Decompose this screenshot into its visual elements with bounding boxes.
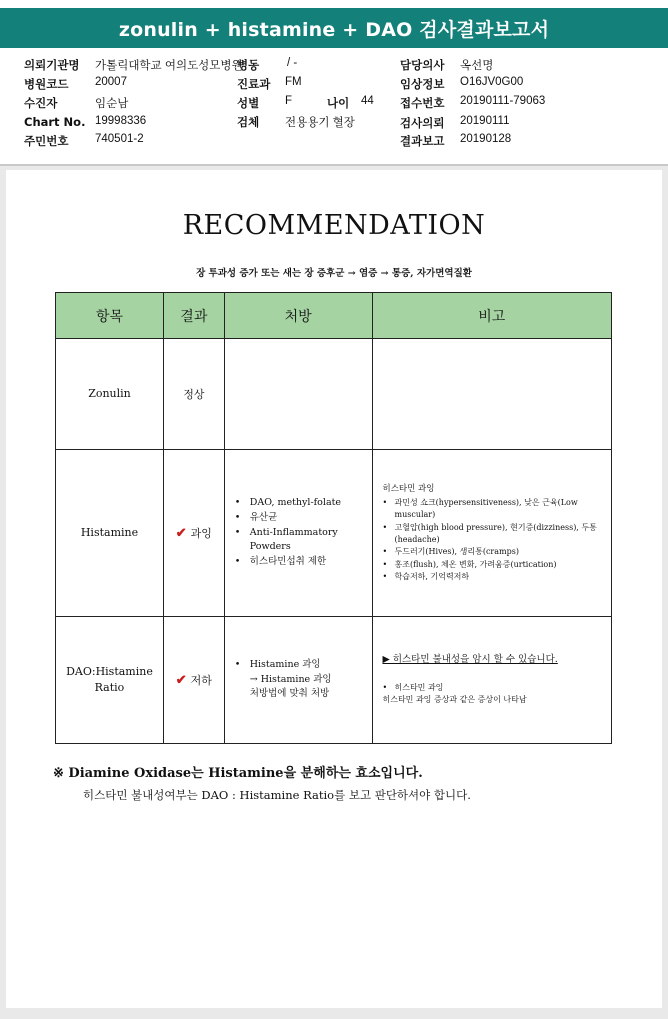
prescription-item: • 유산균	[235, 511, 366, 526]
value-clinical-info: O16JV0G00	[460, 76, 524, 88]
result-histamine-text: 과잉	[190, 527, 212, 540]
prescription-histamine-list	[225, 496, 372, 570]
remarks-dao-notes	[373, 653, 612, 707]
label-age: 나이	[327, 96, 350, 110]
label-receipt-number: 접수번호	[400, 96, 445, 110]
red-check-icon: ✔	[175, 526, 187, 541]
prescription-histamine	[224, 450, 372, 617]
result-zonulin	[163, 339, 224, 450]
result-dao-ratio	[163, 617, 224, 744]
value-chart-no: 19998336	[95, 115, 147, 127]
column-header-item: 항목	[56, 293, 164, 339]
symptom-item: • 홍조(flush), 체온 변화, 가려움증(urtication)	[383, 559, 604, 571]
column-header-result: 결과	[163, 293, 224, 339]
report-title: zonulin + histamine + DAO 검사결과보고서	[118, 18, 550, 41]
symptom-item: • 고혈압(high blood pressure), 현기증(dizziness), 두통(headache)	[383, 522, 604, 547]
label-specimen: 검체	[237, 115, 260, 129]
remarks-histamine-title: 히스타민 과잉	[382, 483, 435, 494]
value-specimen: 전용용기 혈장	[285, 117, 355, 129]
column-header-prescription: 처방	[224, 293, 372, 339]
recommendation-table	[55, 292, 612, 744]
label-resident-number: 주민번호	[24, 134, 69, 148]
prescription-item: • Anti-Inflammatory Powders	[235, 526, 366, 555]
result-dao-ratio-text: 저하	[190, 674, 212, 687]
table-row-histamine	[56, 450, 612, 617]
label-sex: 성별	[237, 96, 260, 110]
footnote-intolerance-guidance: 히스타민 불내성여부는 DAO : Histamine Ratio를 보고 판단하셔야 합니다.	[83, 788, 471, 802]
label-chart-no: Chart No.	[24, 115, 86, 129]
value-department: FM	[285, 76, 302, 88]
label-clinical-info: 임상정보	[400, 77, 445, 91]
prescription-dao-list	[225, 658, 372, 673]
report-page	[6, 170, 662, 1008]
patient-info-header	[0, 50, 668, 166]
prescription-dao-ratio	[224, 617, 372, 744]
dao-remark-title: • 히스타민 과잉	[383, 682, 604, 694]
result-histamine	[163, 450, 224, 617]
value-result-report: 20190128	[460, 133, 512, 145]
label-hospital-code: 병원코드	[24, 77, 69, 91]
recommendation-subtitle: 장 투과성 증가 또는 새는 장 증후군 → 염증 → 통증, 자가면역질환	[196, 268, 472, 279]
report-title-bar	[0, 8, 668, 48]
prescription-zonulin	[224, 339, 372, 450]
item-dao-ratio: DAO:Histamine Ratio	[56, 617, 164, 744]
prescription-dao-sub: → Histamine 과잉	[249, 673, 332, 685]
value-patient-name: 임순남	[95, 98, 129, 110]
remarks-zonulin	[372, 339, 612, 450]
remarks-histamine	[372, 450, 612, 617]
table-row-zonulin	[56, 339, 612, 450]
label-ward: 병동	[237, 58, 260, 72]
value-hospital-code: 20007	[95, 76, 127, 88]
label-attending-doctor: 담당의사	[400, 58, 445, 72]
item-histamine: Histamine	[56, 450, 164, 617]
red-check-icon: ✔	[175, 673, 187, 688]
table-row-dao-ratio	[56, 617, 612, 744]
item-zonulin: Zonulin	[56, 339, 164, 450]
intolerance-warning: ▶ 히스타민 불내성을 암시 할 수 있습니다.	[382, 654, 558, 666]
value-receipt-number: 20190111-79063	[460, 95, 546, 107]
value-requesting-institution: 가톨릭대학교 여의도성모병원	[95, 60, 243, 72]
prescription-item: • DAO, methyl-folate	[235, 496, 366, 511]
prescription-dao-sub2: 처방법에 맞춰 처방	[249, 688, 330, 700]
label-result-report: 결과보고	[400, 134, 445, 148]
label-requesting-institution: 의뢰기관명	[24, 58, 80, 72]
dao-remark-list	[383, 682, 604, 694]
value-ward: / -	[287, 57, 298, 69]
footnote-dao-definition: ※ Diamine Oxidase는 Histamine을 분해하는 효소입니다.	[53, 766, 423, 781]
symptom-item: • 두드러기(Hives), 생리통(cramps)	[383, 546, 604, 558]
prescription-item: • Histamine 과잉	[235, 658, 366, 673]
remarks-dao-ratio	[372, 617, 612, 744]
dao-remark-text: 히스타민 과잉 증상과 같은 증상이 나타남	[382, 695, 527, 705]
label-patient-name: 수진자	[24, 96, 58, 110]
value-resident-number: 740501-2	[95, 133, 144, 145]
result-zonulin-text: 정상	[183, 388, 205, 401]
value-age: 44	[361, 95, 374, 107]
column-header-remarks: 비고	[372, 293, 612, 339]
label-department: 진료과	[237, 77, 271, 91]
symptom-item: • 과민성 쇼크(hypersensitiveness), 낮은 근육(Low muscular)	[383, 497, 604, 522]
prescription-item: • 히스타민섭취 제한	[235, 555, 366, 570]
symptom-item: • 학습저하, 기억력저하	[383, 571, 604, 583]
value-attending-doctor: 옥선명	[460, 60, 494, 72]
symptom-list	[383, 497, 604, 584]
recommendation-title: RECOMMENDATION	[182, 210, 486, 241]
label-test-request: 검사의뢰	[400, 116, 445, 130]
value-test-request: 20190111	[460, 115, 510, 127]
table-header-row	[56, 293, 612, 339]
remarks-histamine-notes	[373, 483, 612, 584]
value-sex: F	[285, 95, 293, 107]
